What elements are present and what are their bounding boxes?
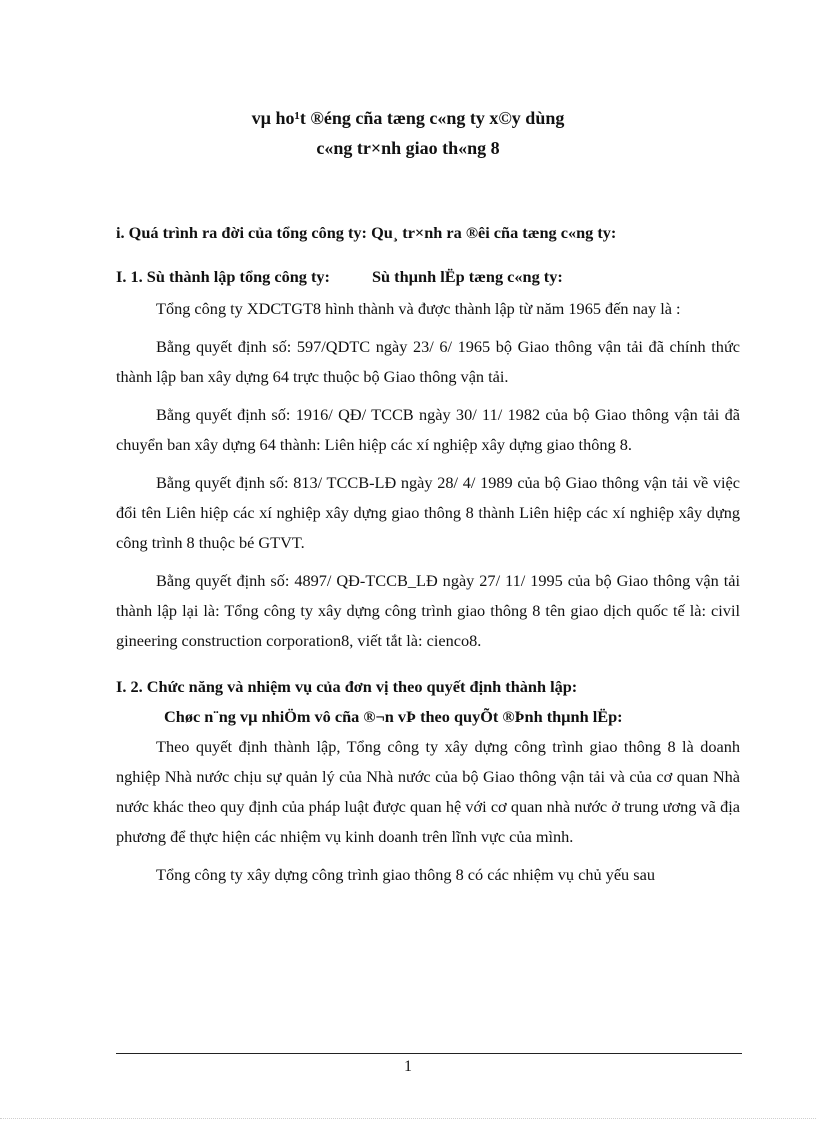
section-1-heading (116, 218, 740, 248)
paragraph-4: Bằng quyết định số: 813/ TCCB-LĐ ngày 28/ 4/ 1989 của bộ Giao thông vận tải về việc đổi tên Liên hiệp các xí nghiệp xây dựng giao thông 8 thành Liên hiệp các xí nghiệp xây dựng công trình 8 thuộc bé GTVT. (116, 473, 740, 552)
section-1-2-heading-text: I. 2. Chức năng và nhiệm vụ của đơn vị theo quyết định thành lập: (116, 677, 578, 696)
document-body (116, 218, 740, 898)
section-1-2-heading-garbled: Chøc n¨ng vµ nhiÖm vô cña ®¬n vÞ theo quyÕt ®Þnh thµnh lËp: (164, 707, 623, 726)
paragraph-5: Bằng quyết định số: 4897/ QĐ-TCCB_LĐ ngày 27/ 11/ 1995 của bộ Giao thông vận tải thành lập lại là: Tổng công ty xây dựng công trình giao thông 8 tên giao dịch quốc tế là: civil gineering construction corporation8, viết tắt là: cienco8. (116, 571, 740, 650)
section-1-1-heading-text: I. 1. Sù thành lập tổng công ty: (116, 267, 330, 286)
section-1-heading-garbled: Qu¸ tr×nh ra ®êi cña tæng c«ng ty: (371, 223, 617, 242)
paragraph-1: Tổng công ty XDCTGT8 hình thành và được thành lập từ năm 1965 đến nay là : (156, 299, 681, 318)
section-1-heading-text: i. Quá trình ra đời của tổng công ty: (116, 223, 367, 242)
footer-divider (116, 1053, 742, 1054)
paragraph-3: Bằng quyết định số: 1916/ QĐ/ TCCB ngày 30/ 11/ 1982 của bộ Giao thông vận tải đã chuyển ban xây dựng 64 thành: Liên hiệp các xí nghiệp xây dựng giao thông 8. (116, 405, 740, 454)
paragraph-7: Tổng công ty xây dựng công trình giao thông 8 có các nhiệm vụ chủ yếu sau (156, 865, 655, 884)
page-bottom-edge (0, 1118, 816, 1119)
page-number: 1 (404, 1058, 412, 1075)
paragraph-6: Theo quyết định thành lập, Tổng công ty xây dựng công trình giao thông 8 là doanh nghiệp Nhà nước chịu sự quản lý của Nhà nước của bộ Giao thông vận tải và của cơ quan Nhà nước khác theo quy định của pháp luật được quan hệ với cơ quan nhà nước ở trung ương vã địa phương để thực hiện các nhiệm vụ kinh doanh trên lĩnh vực của mình. (116, 737, 740, 846)
document-title-line-2: c«ng tr×nh giao th«ng 8 (316, 138, 500, 158)
paragraph-2: Bằng quyết định số: 597/QDTC ngày 23/ 6/ 1965 bộ Giao thông vận tải đã chính thức thành lập ban xây dựng 64 trực thuộc bộ Giao thông vận tải. (116, 337, 740, 386)
section-1-1-heading (116, 262, 740, 292)
section-1-1-heading-garbled: Sù thµnh lËp tæng c«ng ty: (371, 267, 563, 286)
section-1-2-heading (116, 672, 740, 732)
document-title-line-1: vµ ho¹t ®éng cña tæng c«ng ty x©y dùng (251, 108, 565, 128)
